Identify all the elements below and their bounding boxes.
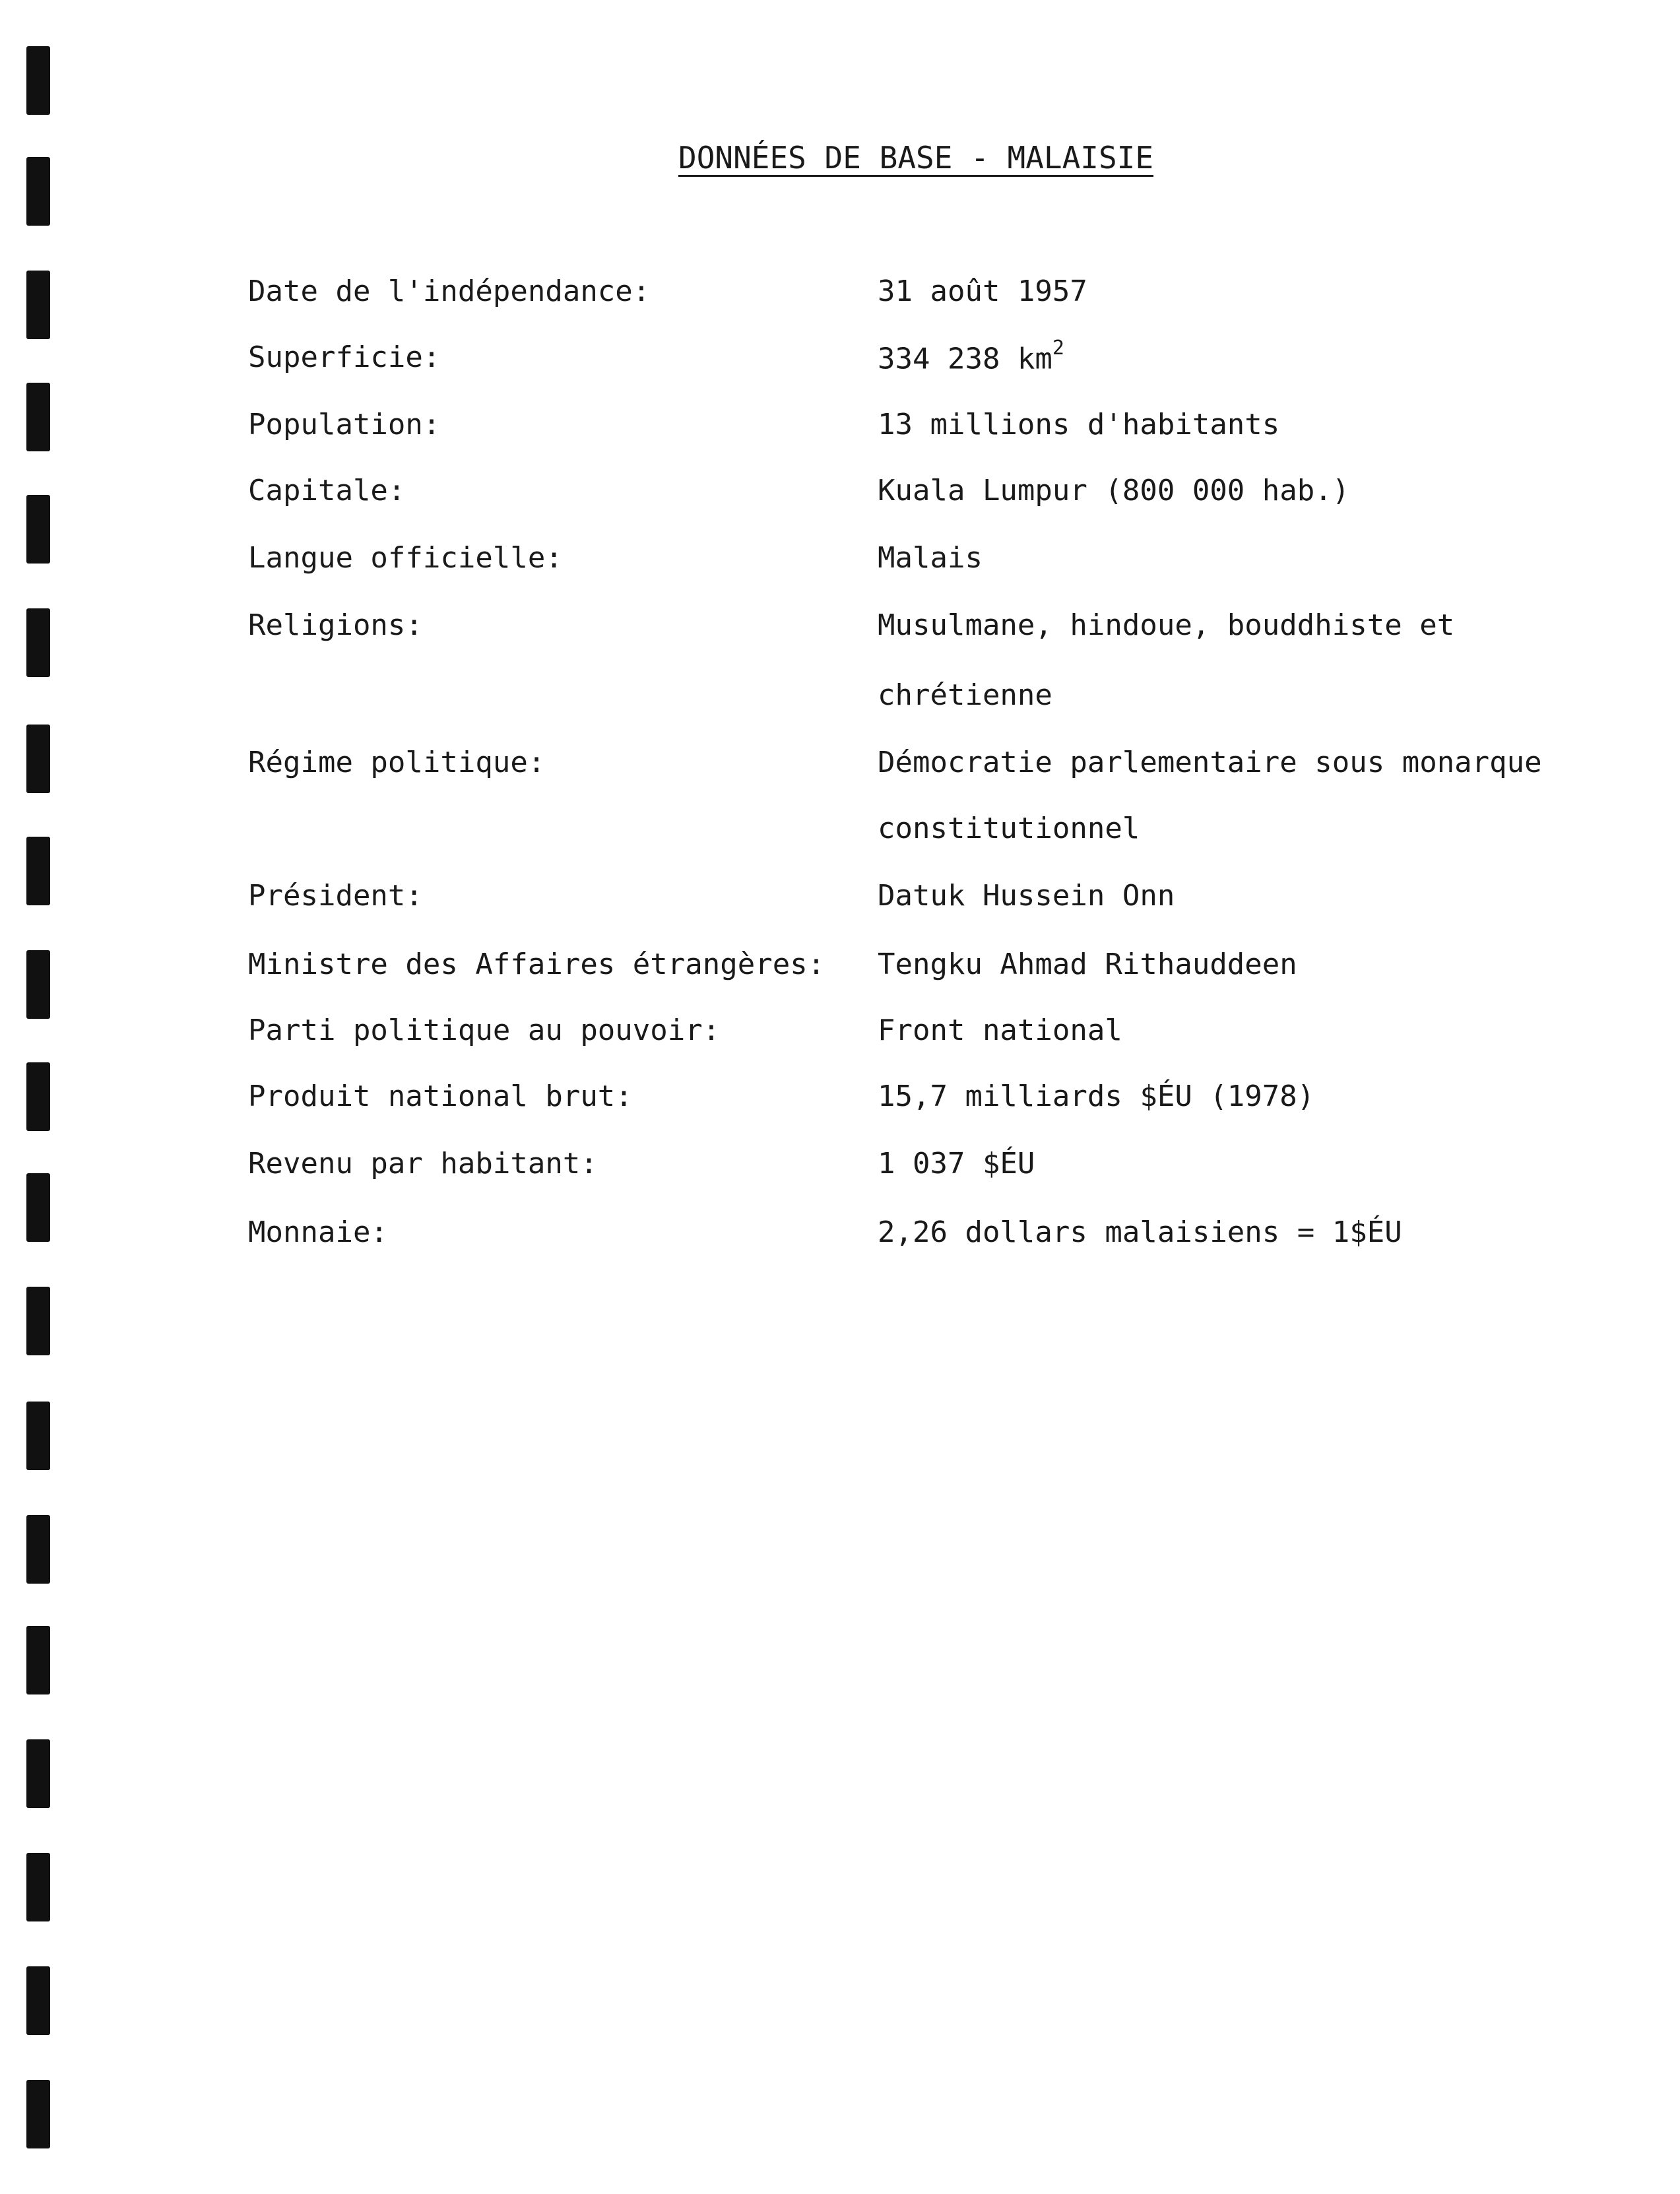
row-label: Ministre des Affaires étrangères: [248, 948, 825, 981]
row-label: Président: [248, 879, 423, 913]
binding-hole [26, 1626, 50, 1694]
row-value: Front national [878, 1014, 1122, 1047]
row-value-continuation: chrétienne [878, 678, 1052, 712]
page-title: DONNÉES DE BASE - MALAISIE [678, 140, 1154, 176]
binding-hole [26, 383, 50, 451]
binding-hole [26, 950, 50, 1019]
row-value: 334 238 km [878, 342, 1052, 376]
binding-hole [26, 157, 50, 226]
binding-holes [26, 0, 59, 2194]
binding-hole [26, 725, 50, 793]
row-value: Démocratie parlementaire sous monarque [878, 746, 1542, 779]
binding-hole [26, 837, 50, 905]
row-label: Capitale: [248, 474, 406, 507]
binding-hole [26, 1402, 50, 1470]
binding-hole [26, 608, 50, 677]
row-value: 13 millions d'habitants [878, 408, 1280, 441]
binding-hole [26, 2080, 50, 2148]
row-label: Produit national brut: [248, 1080, 633, 1113]
row-label: Population: [248, 408, 441, 441]
row-value: 31 août 1957 [878, 274, 1087, 308]
row-value: Musulmane, hindoue, bouddhiste et [878, 608, 1455, 642]
superscript: 2 [1052, 337, 1064, 360]
binding-hole [26, 46, 50, 115]
row-value: 15,7 milliards $ÉU (1978) [878, 1080, 1315, 1113]
binding-hole [26, 1853, 50, 1921]
row-value: Kuala Lumpur (800 000 hab.) [878, 474, 1350, 507]
row-label: Régime politique: [248, 746, 546, 779]
binding-hole [26, 1515, 50, 1584]
binding-hole [26, 1739, 50, 1808]
binding-hole [26, 1287, 50, 1355]
binding-hole [26, 1173, 50, 1242]
row-value-with-superscript [878, 337, 1064, 376]
row-value: Datuk Hussein Onn [878, 879, 1175, 913]
row-label: Monnaie: [248, 1215, 388, 1249]
binding-hole [26, 1062, 50, 1131]
row-label: Revenu par habitant: [248, 1147, 598, 1180]
row-value: Malais [878, 541, 983, 575]
row-value-continuation: constitutionnel [878, 812, 1140, 845]
row-label: Superficie: [248, 340, 441, 374]
row-value: Tengku Ahmad Rithauddeen [878, 948, 1297, 981]
row-label: Parti politique au pouvoir: [248, 1014, 721, 1047]
row-value: 2,26 dollars malaisiens = 1$ÉU [878, 1215, 1402, 1249]
row-label: Date de l'indépendance: [248, 274, 651, 308]
binding-hole [26, 271, 50, 339]
row-value: 1 037 $ÉU [878, 1147, 1035, 1180]
binding-hole [26, 1966, 50, 2035]
binding-hole [26, 495, 50, 564]
row-label: Langue officielle: [248, 541, 563, 575]
row-label: Religions: [248, 608, 423, 642]
